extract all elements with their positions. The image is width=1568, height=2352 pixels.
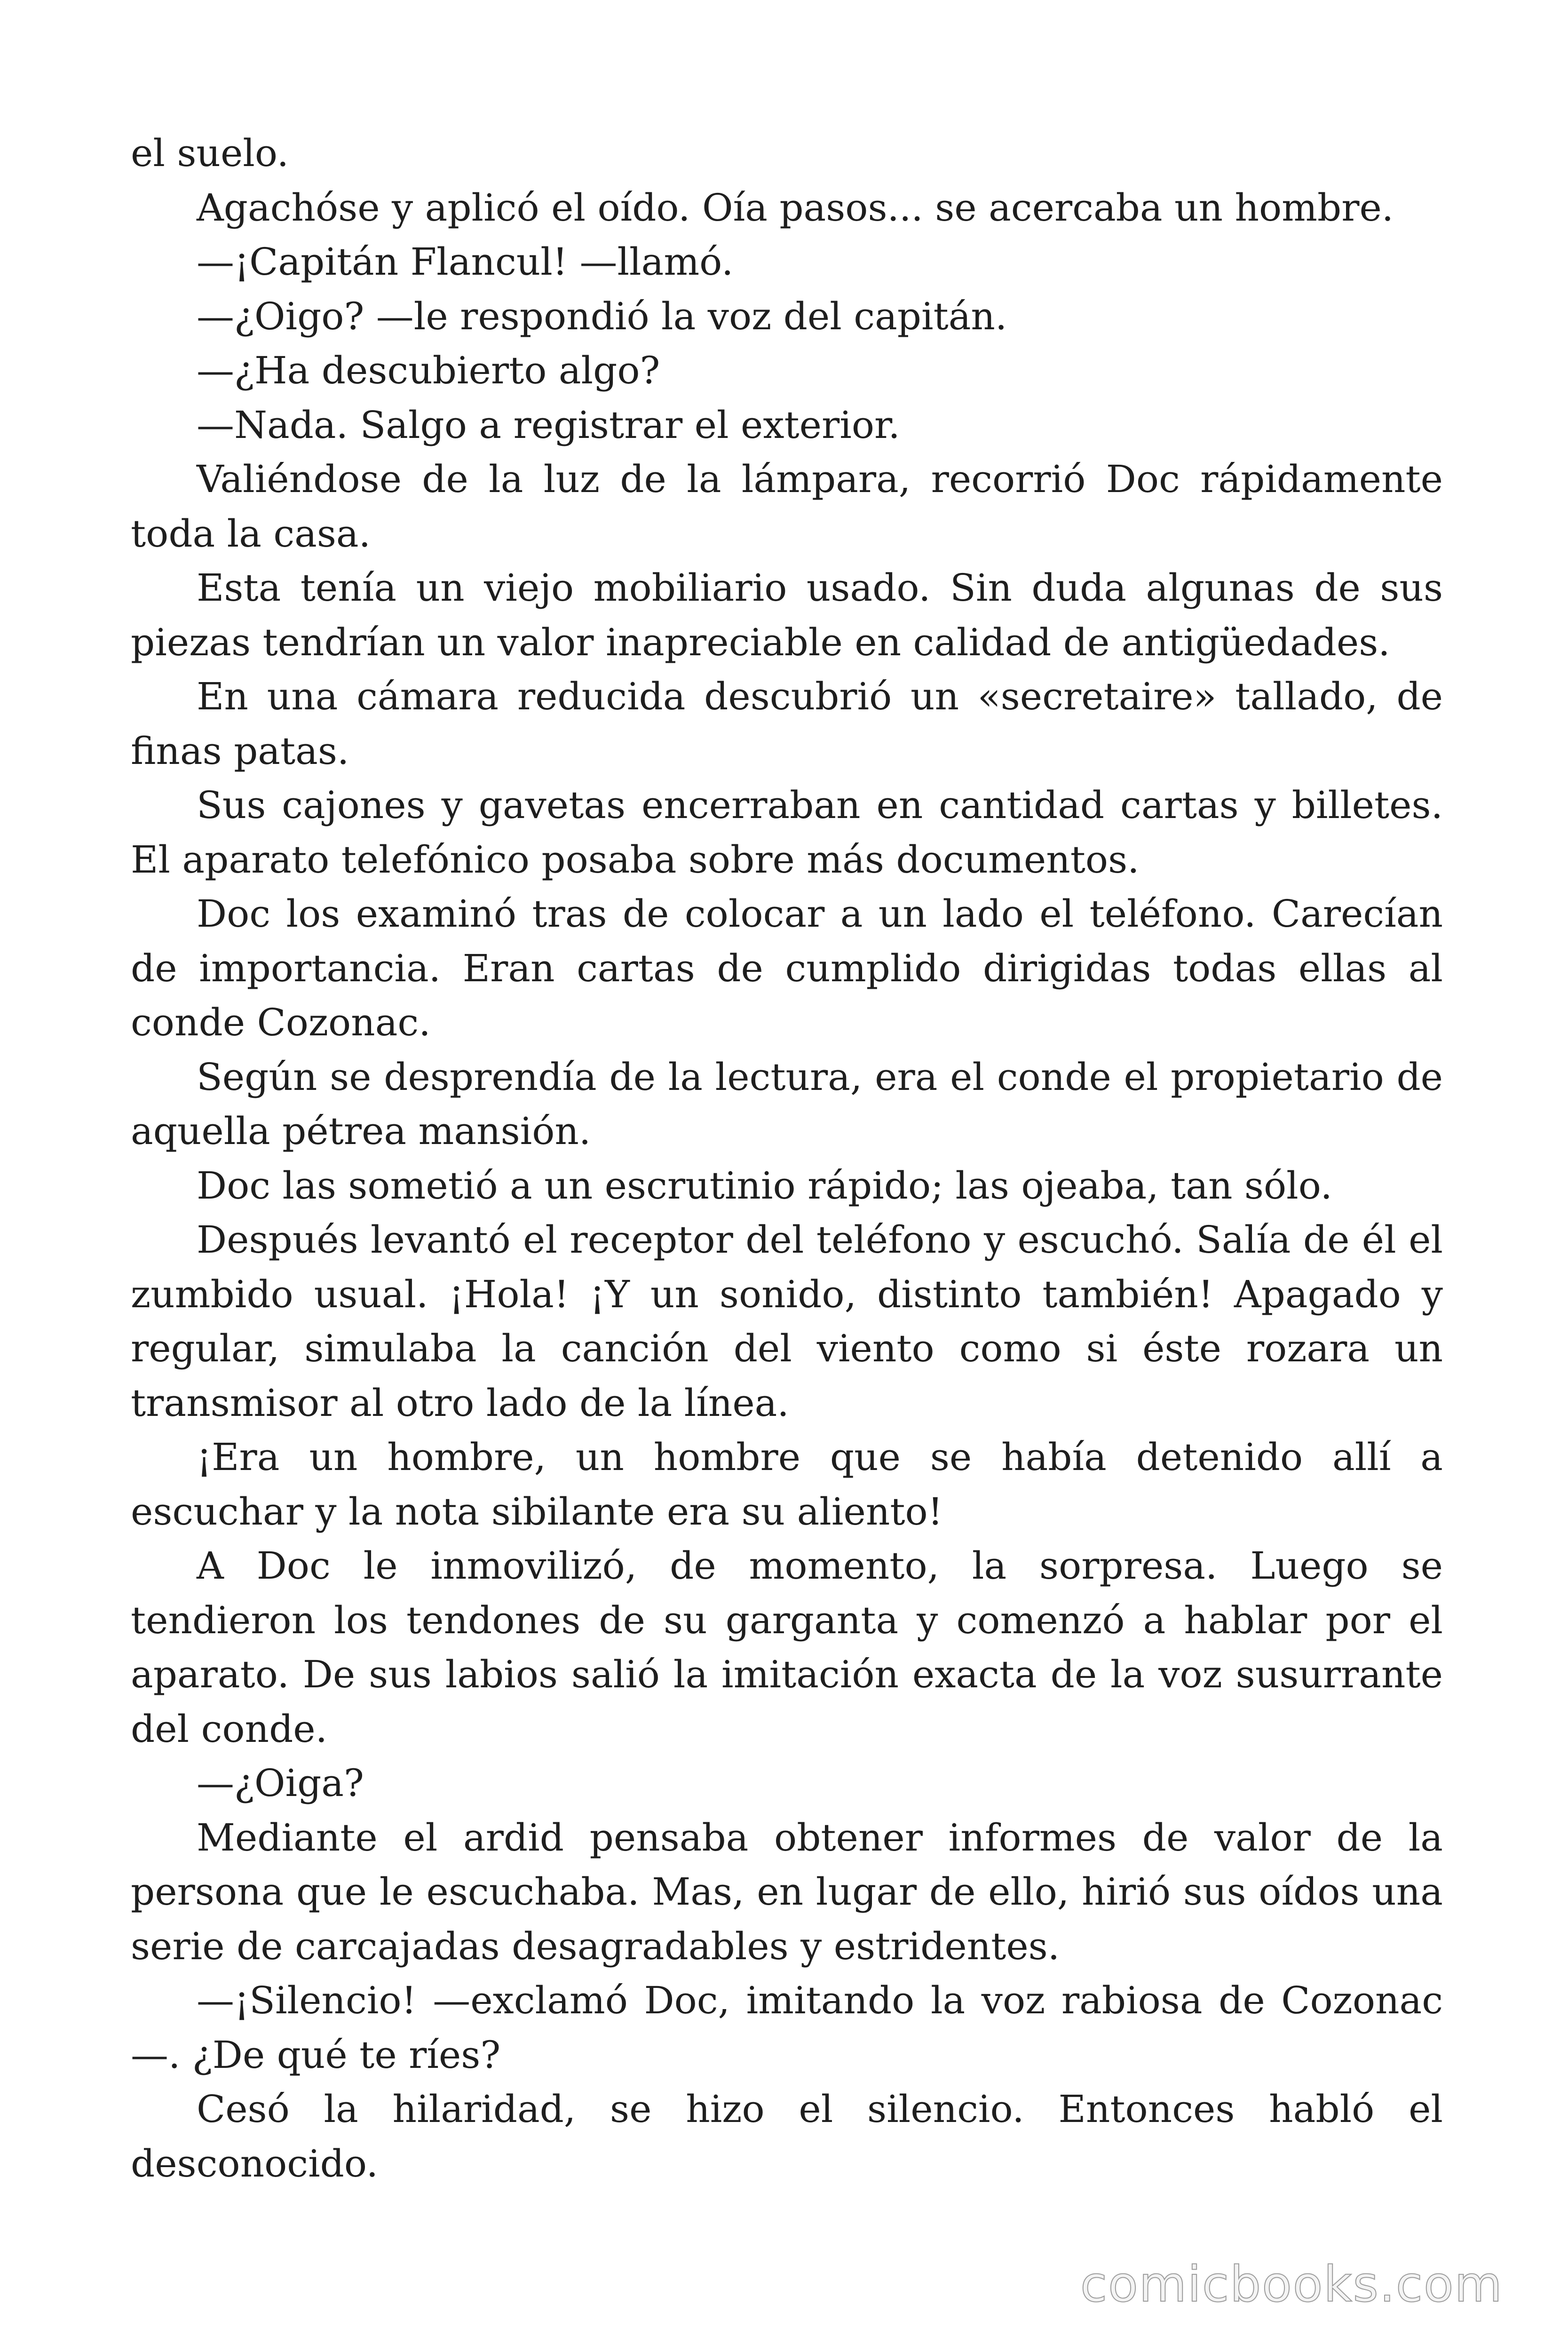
paragraph: Valiéndose de la luz de la lámpara, recorrió Doc rápidamente toda la casa. [131,457,1443,556]
paragraph: Según se desprendía de la lectura, era el conde el propietario de aquella pétrea mansión. [131,1055,1443,1153]
paragraph: —¿Ha descubierto algo? [197,349,660,392]
page-body [131,126,1443,2191]
watermark: comicbooks.com [1080,2256,1503,2313]
paragraph: el suelo. [131,131,289,175]
paragraph: Agachóse y aplicó el oído. Oía pasos... se acercaba un hombre. [197,185,1394,230]
paragraph: Sus cajones y gavetas encerraban en cantidad cartas y billetes. El aparato telefónico posaba sobre más documentos. [131,783,1443,882]
paragraph: Doc los examinó tras de colocar a un lado el teléfono. Carecían de importancia. Eran cartas de cumplido dirigidas todas ellas al conde Cozonac. [131,892,1443,1044]
paragraph: Cesó la hilaridad, se hizo el silencio. Entonces habló el desconocido. [131,2087,1443,2185]
paragraph: —¡Silencio! —exclamó Doc, imitando la voz rabiosa de Cozonac —. ¿De qué te ríes? [131,1979,1443,2077]
paragraph: —¡Capitán Flancul! —llamó. [197,240,734,284]
paragraph: ¡Era un hombre, un hombre que se había detenido allí a escuchar y la nota sibilante era su aliento! [131,1435,1443,1534]
paragraph: —¿Oigo? —le respondió la voz del capitán. [197,294,1007,338]
paragraph: Mediante el ardid pensaba obtener informes de valor de la persona que le escuchaba. Mas, en lugar de ello, hirió sus oídos una serie de carcajadas desagradables y estridentes. [131,1815,1443,1968]
paragraph: Esta tenía un viejo mobiliario usado. Sin duda algunas de sus piezas tendrían un valor inapreciable en calidad de antigüedades. [131,566,1443,664]
paragraph: Doc las sometió a un escrutinio rápido; las ojeaba, tan sólo. [197,1163,1332,1208]
paragraph: A Doc le inmovilizó, de momento, la sorpresa. Luego se tendieron los tendones de su garganta y comenzó a hablar por el aparato. De sus labios salió la imitación exacta de la voz susurrante del conde. [131,1544,1443,1751]
paragraph: —¿Oiga? [197,1761,364,1805]
paragraph: Después levantó el receptor del teléfono y escuchó. Salía de él el zumbido usual. ¡Hola! ¡Y un sonido, distinto también! Apagado y regular, simulaba la canción del viento como si éste rozara un transmisor al otro lado de la línea. [131,1218,1443,1425]
paragraph: En una cámara reducida descubrió un «secretaire» tallado, de finas patas. [131,675,1443,773]
paragraph: —Nada. Salgo a registrar el exterior. [197,403,900,447]
